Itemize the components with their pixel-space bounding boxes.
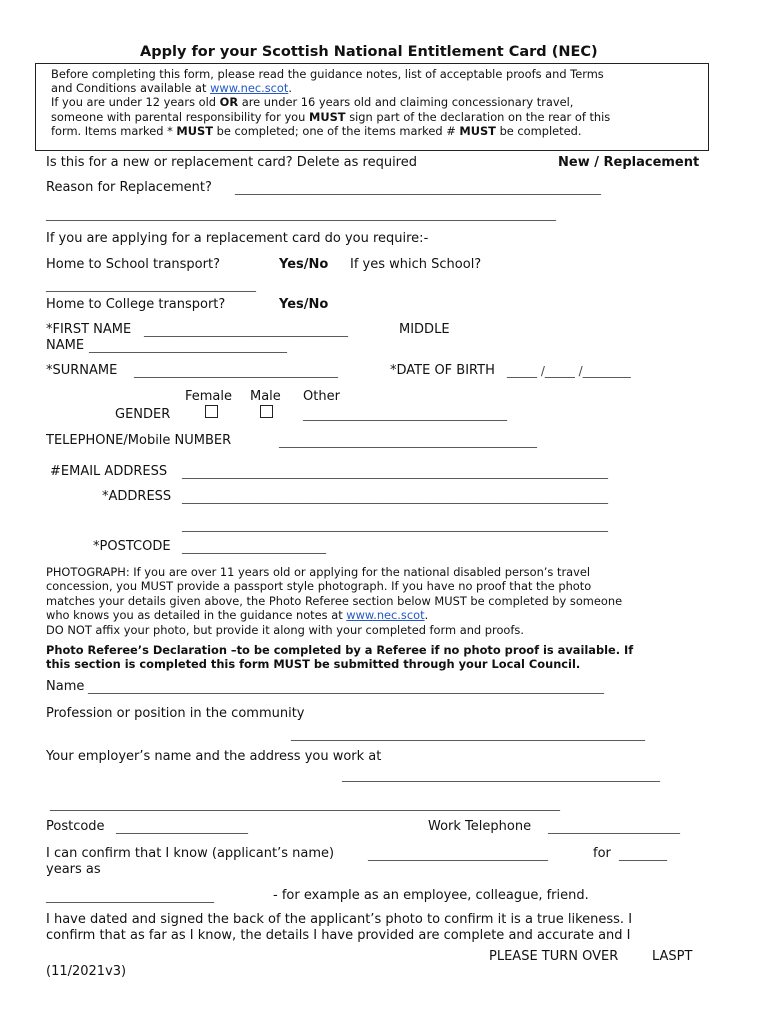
telephone-input-line[interactable]: ___________________________________________: [279, 434, 537, 448]
referee-postcode-label: Postcode: [46, 819, 105, 834]
card-type-question: Is this for a new or replacement card? Delete as required: [46, 155, 417, 170]
telephone-label: TELEPHONE/Mobile NUMBER: [46, 433, 232, 448]
middle-label: MIDDLE: [399, 322, 450, 337]
referee-declaration: I have dated and signed the back of the applicant’s photo to confirm it is a true likeness. I confirm that as far as I know, the details I have provided are complete and accurate and I: [46, 912, 633, 943]
employer-input-line-2[interactable]: _____________________________________________________________________________________: [50, 797, 560, 811]
please-turn-over: PLEASE TURN OVER: [489, 949, 619, 964]
email-input-line[interactable]: _______________________________________________________________________: [182, 465, 608, 479]
form-code: LASPT: [652, 949, 693, 964]
email-label: #EMAIL ADDRESS: [50, 464, 168, 479]
gender-female-checkbox[interactable]: [205, 405, 218, 418]
referee-name-label: Name: [46, 679, 85, 694]
gender-other-input-line[interactable]: __________________________________: [303, 407, 507, 421]
reason-input-line[interactable]: _____________________________________________________________: [235, 181, 601, 195]
surname-label: *SURNAME: [46, 363, 118, 378]
intro-line-1: Before completing this form, please read the guidance notes, list of acceptable proofs and Terms: [51, 67, 604, 81]
address-input-line-2[interactable]: _______________________________________________________________________: [182, 518, 608, 532]
nec-link[interactable]: www.nec.scot: [210, 81, 289, 96]
dob-label: *DATE OF BIRTH: [390, 363, 495, 378]
school-transport-label: Home to School transport?: [46, 257, 220, 272]
referee-heading: Photo Referee’s Declaration –to be completed by a Referee if no photo proof is available. If this section is completed this form MUST be submitted through your Local Council.: [46, 643, 634, 672]
middle-name-label: NAME: [46, 338, 85, 353]
photograph-instructions: PHOTOGRAPH: If you are over 11 years old or applying for the national disabled person’s travel concession, you MUST provide a passport style photograph. If you have no proof that the photo matches your details given above, the Photo Referee section below MUST be completed by someone who knows you as detailed in the guidance notes at www.nec.scot. DO NOT affix your photo, but provide it along with your completed form and proofs.: [46, 565, 623, 637]
postcode-input-line[interactable]: ________________________: [182, 540, 326, 554]
employer-input-line-1[interactable]: _____________________________________________________: [342, 768, 660, 782]
relationship-input-line[interactable]: ____________________________: [46, 889, 214, 903]
applicant-name-input-line[interactable]: ______________________________: [368, 847, 548, 861]
confirm-know-label: I can confirm that I know (applicant’s name): [46, 846, 335, 861]
middle-name-input-line[interactable]: _________________________________: [89, 339, 287, 353]
card-type-options[interactable]: New / Replacement: [558, 155, 700, 170]
replacement-require-text: If you are applying for a replacement card do you require:-: [46, 231, 429, 246]
address-input-line-1[interactable]: _______________________________________________________________________: [182, 490, 608, 504]
which-school-label: If yes which School?: [350, 257, 482, 272]
address-label: *ADDRESS: [102, 489, 172, 504]
first-name-label: *FIRST NAME: [46, 322, 132, 337]
employer-label: Your employer’s name and the address you work at: [46, 749, 382, 764]
relationship-example: - for example as an employee, colleague, friend.: [273, 888, 589, 903]
surname-input-line[interactable]: __________________________________: [134, 364, 338, 378]
gender-label: GENDER: [115, 407, 171, 422]
years-input-line[interactable]: ________: [619, 847, 667, 861]
reason-label: Reason for Replacement?: [46, 180, 212, 195]
school-yes-no[interactable]: Yes/No: [279, 257, 329, 272]
gender-female-label: Female: [185, 389, 233, 404]
work-telephone-input-line[interactable]: ______________________: [548, 820, 680, 834]
reason-input-line-2[interactable]: _____________________________________________________________________________________: [46, 207, 556, 221]
gender-male-checkbox[interactable]: [260, 405, 273, 418]
years-as-label: years as: [46, 862, 101, 877]
work-telephone-label: Work Telephone: [428, 819, 532, 834]
gender-male-label: Male: [250, 389, 281, 404]
referee-name-input-line[interactable]: ______________________________________________________________________________________: [88, 680, 604, 694]
college-transport-label: Home to College transport?: [46, 297, 226, 312]
college-yes-no[interactable]: Yes/No: [279, 297, 329, 312]
first-name-input-line[interactable]: __________________________________: [144, 323, 348, 337]
profession-label: Profession or position in the community: [46, 706, 305, 721]
referee-postcode-input-line[interactable]: ______________________: [116, 820, 248, 834]
confirm-for-label: for: [593, 846, 611, 861]
nec-link-2[interactable]: www.nec.scot: [346, 608, 425, 623]
intro-text: Before completing this form, please read the guidance notes, list of acceptable proofs and Terms and Conditions available at www.nec.scot. If you are under 12 years old OR are under 16 years old and claiming concessionary travel, someone with parental responsibility for you MUST sign part of the declaration on the rear of this form. Items marked * MUST be completed; one of the items marked # MUST be completed.: [51, 67, 611, 138]
form-version: (11/2021v3): [46, 964, 127, 979]
dob-input[interactable]: _____ /_____ /________: [507, 364, 631, 378]
school-input-line[interactable]: ___________________________________: [46, 278, 256, 292]
profession-input-line[interactable]: ___________________________________________________________: [291, 727, 645, 741]
gender-other-label: Other: [303, 389, 340, 404]
postcode-label: *POSTCODE: [93, 539, 171, 554]
page-title: Apply for your Scottish National Entitlement Card (NEC): [140, 44, 598, 60]
